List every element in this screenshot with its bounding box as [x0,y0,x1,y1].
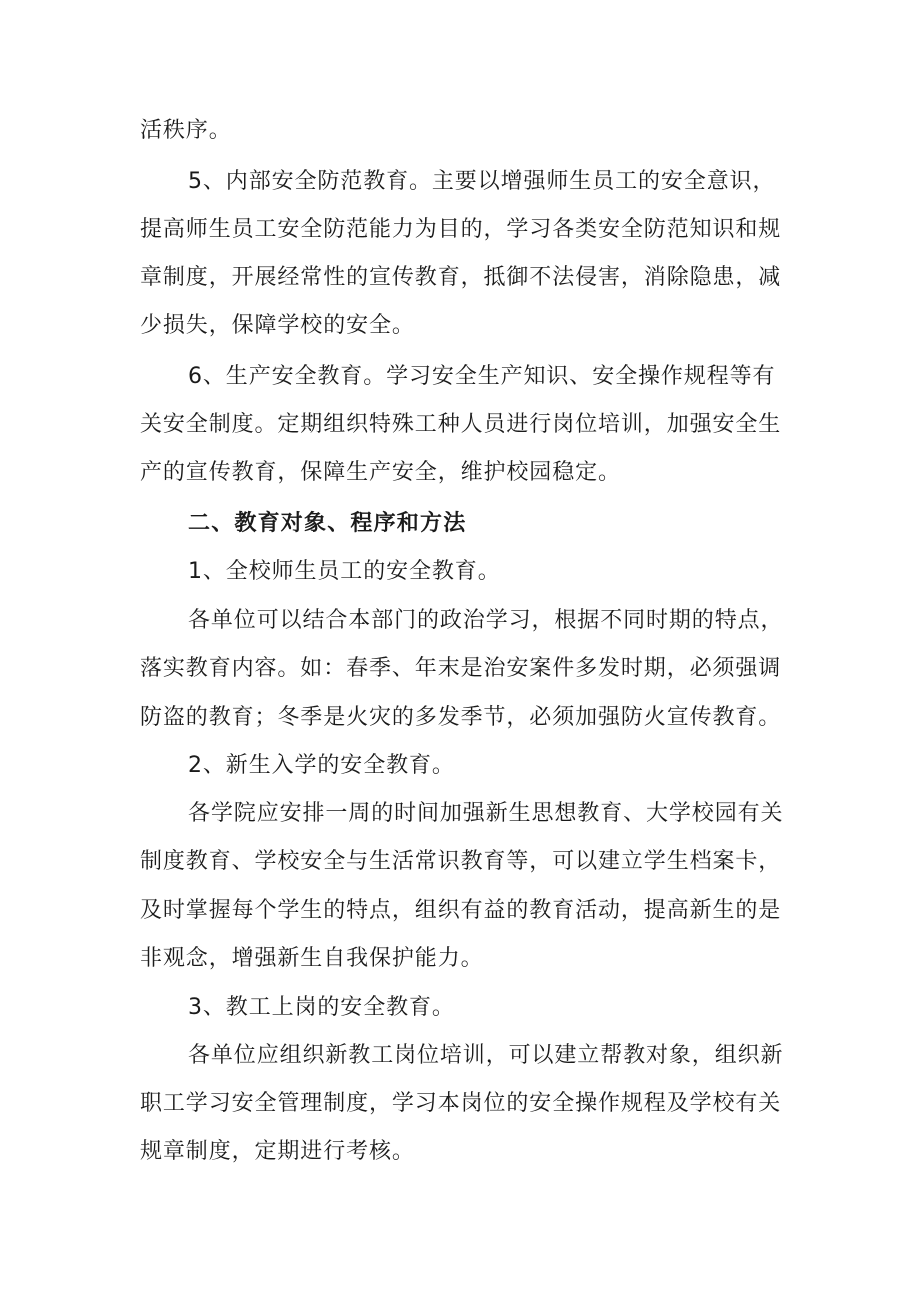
paragraph-line: 各单位应组织新教工岗位培训，可以建立帮教对象，组织新 [188,1043,784,1068]
paragraph-line: 及时掌握每个学生的特点，组织有益的教育活动，提高新生的是 [140,898,782,923]
paragraph-line: 章制度，开展经常性的宣传教育，抵御不法侵害，消除隐患，减 [140,265,782,290]
paragraph-line: 非观念，增强新生自我保护能力。 [140,946,484,971]
paragraph-line: 职工学习安全管理制度，学习本岗位的安全操作规程及学校有关 [140,1091,782,1116]
paragraph-line: 防盗的教育；冬季是火灾的多发季节，必须加强防火宣传教育。 [140,705,782,730]
paragraph-line: 少损失，保障学校的安全。 [140,313,415,338]
section-heading: 二、教育对象、程序和方法 [188,511,467,536]
paragraph-line: 活秩序。 [140,118,232,143]
paragraph-line: 各单位可以结合本部门的政治学习，根据不同时期的特点， [188,608,784,633]
paragraph-line: 产的宣传教育，保障生产安全，维护校园稳定。 [140,460,621,485]
paragraph-line: 5、内部安全防范教育。主要以增强师生员工的安全意识， [188,169,776,194]
subsection-title: 2、新生入学的安全教育。 [188,753,455,778]
paragraph-line: 规章制度，定期进行考核。 [140,1139,415,1164]
paragraph-line: 落实教育内容。如：春季、年末是治安案件多发时期，必须强调 [140,656,782,681]
paragraph-line: 制度教育、学校安全与生活常识教育等，可以建立学生档案卡， [140,849,782,874]
paragraph-line: 各学院应安排一周的时间加强新生思想教育、大学校园有关 [188,801,784,826]
subsection-title: 1、全校师生员工的安全教育。 [188,559,501,584]
paragraph-line: 关安全制度。定期组织特殊工种人员进行岗位培训，加强安全生 [140,412,782,437]
paragraph-line: 提高师生员工安全防范能力为目的，学习各类安全防范知识和规 [140,217,782,242]
subsection-title: 3、教工上岗的安全教育。 [188,995,455,1020]
paragraph-line: 6、生产安全教育。学习安全生产知识、安全操作规程等有 [188,364,776,389]
